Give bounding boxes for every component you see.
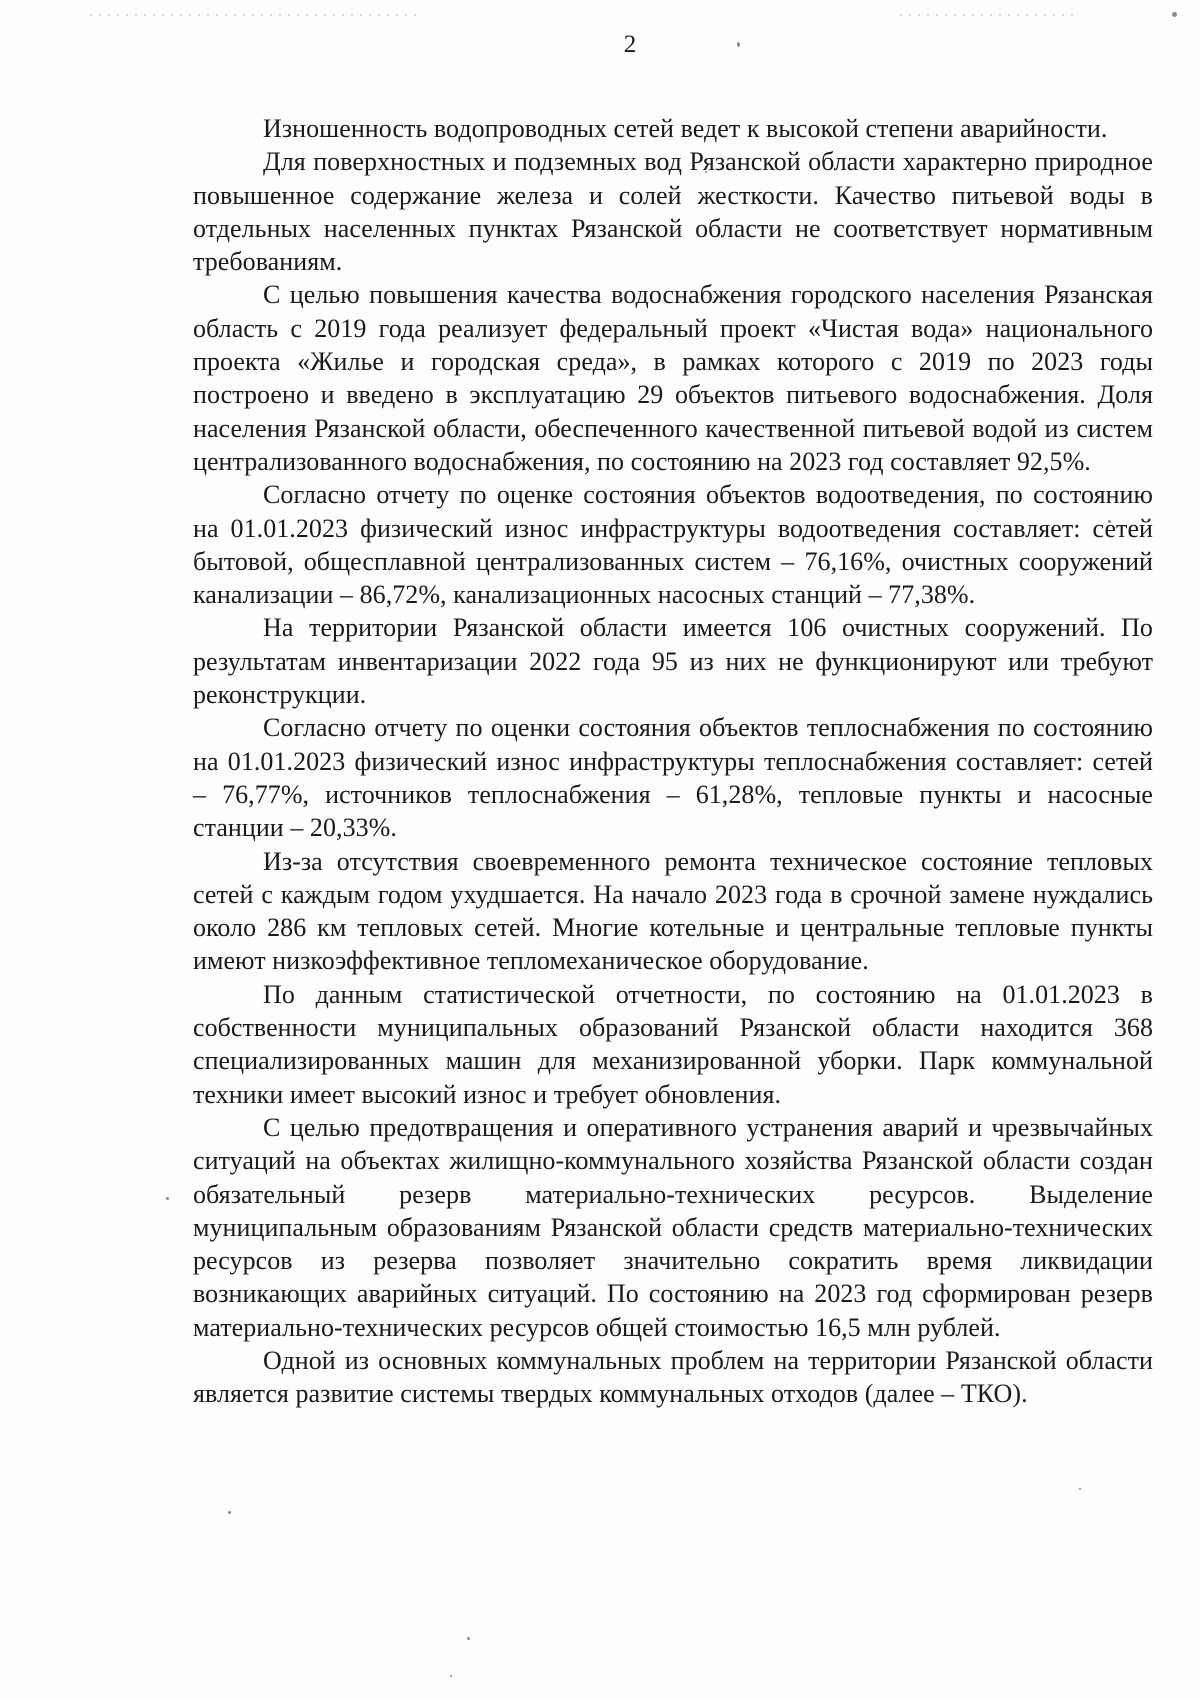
scan-noise-top-left	[90, 14, 420, 16]
page-number: 2	[623, 31, 637, 58]
paragraph-water-quality: Для поверхностных и подземных вод Рязанской области характерно природное повышенное содержание железа и солей жесткости. Качество питьевой воды в отдельных населенных пунктах Рязанской области не соответствует нормативным требованиям.	[193, 147, 1153, 277]
paragraph-clean-water-project: С целью повышения качества водоснабжения городского населения Рязанская область с 2019 года реализует федеральный проект «Чистая вода» национального проекта «Жилье и городская среда», в рамках которого с 2019 по 2023 годы построено и введено в эксплуатацию 29 объектов питьевого водоснабжения. Доля населения Рязанской области, обеспеченного качественной питьевой водой из систем централизованного водоснабжения, по состоянию на 2023 год составляет 92,5%.	[193, 280, 1153, 476]
scan-speck	[228, 1511, 231, 1514]
scan-speck	[1172, 12, 1177, 17]
paragraph-municipal-machinery: По данным статистической отчетности, по состоянию на 01.01.2023 в собственности муниципальных образований Рязанской области находится 368 специализированных машин для механизированной уборки. Парк коммунальной техники имеет высокий износ и требует обновления.	[193, 979, 1153, 1109]
scan-speck	[467, 1637, 470, 1640]
paragraph-emergency-reserve: С целью предотвращения и оперативного устранения аварий и чрезвычайных ситуаций на объектах жилищно-коммунального хозяйства Рязанской области создан обязательный резерв материально-технических ресурсов. Выделение муниципальным образованиям Рязанской области средств материально-технических ресурсов из резерва позволяет значительно сократить время ликвидации возникающих аварийных ситуаций. По состоянию на 2023 год сформирован резерв материально-технических ресурсов общей стоимостью 16,5 млн рублей.	[193, 1112, 1153, 1342]
scan-speck	[450, 1675, 452, 1677]
paragraph-solid-waste: Одной из основных коммунальных проблем на территории Рязанской области является развитие системы твердых коммунальных отходов (далее – ТКО).	[193, 1345, 1153, 1409]
scan-noise-top-right	[900, 14, 1080, 16]
paragraph-pipe-wear: Изношенность водопроводных сетей ведет к высокой степени аварийности.	[263, 114, 1108, 143]
paragraph-sewage-wear: Согласно отчету по оценке состояния объектов водоотведения, по состоянию на 01.01.2023 физический износ инфраструктуры водоотведения составляет: сетей бытовой, общесплавной централизованных систем – 76,16%, очистных сооружений канализации – 86,72%, канализационных насосных станций – 77,38%.	[193, 480, 1153, 610]
scan-speck	[1079, 1488, 1081, 1490]
scan-speck	[166, 1197, 169, 1200]
paragraph-treatment-facilities: На территории Рязанской области имеется 106 очистных сооружений. По результатам инвентаризации 2022 года 95 из них не функционируют или требуют реконструкции.	[193, 613, 1153, 710]
body-text	[193, 112, 1153, 1411]
paragraph-heating-wear: Согласно отчету по оценки состояния объектов теплоснабжения по состоянию на 01.01.2023 физический износ инфраструктуры теплоснабжения составляет: сетей – 76,77%, источников теплоснабжения – 61,28%, тепловые пункты и насосные станции – 20,33%.	[193, 713, 1153, 843]
paragraph-heating-networks: Из-за отсутствия своевременного ремонта техническое состояние тепловых сетей с каждым годом ухудшается. На начало 2023 года в срочной замене нуждались около 286 км тепловых сетей. Многие котельные и центральные тепловые пункты имеют низкоэффективное тепломеханическое оборудование.	[193, 846, 1153, 976]
